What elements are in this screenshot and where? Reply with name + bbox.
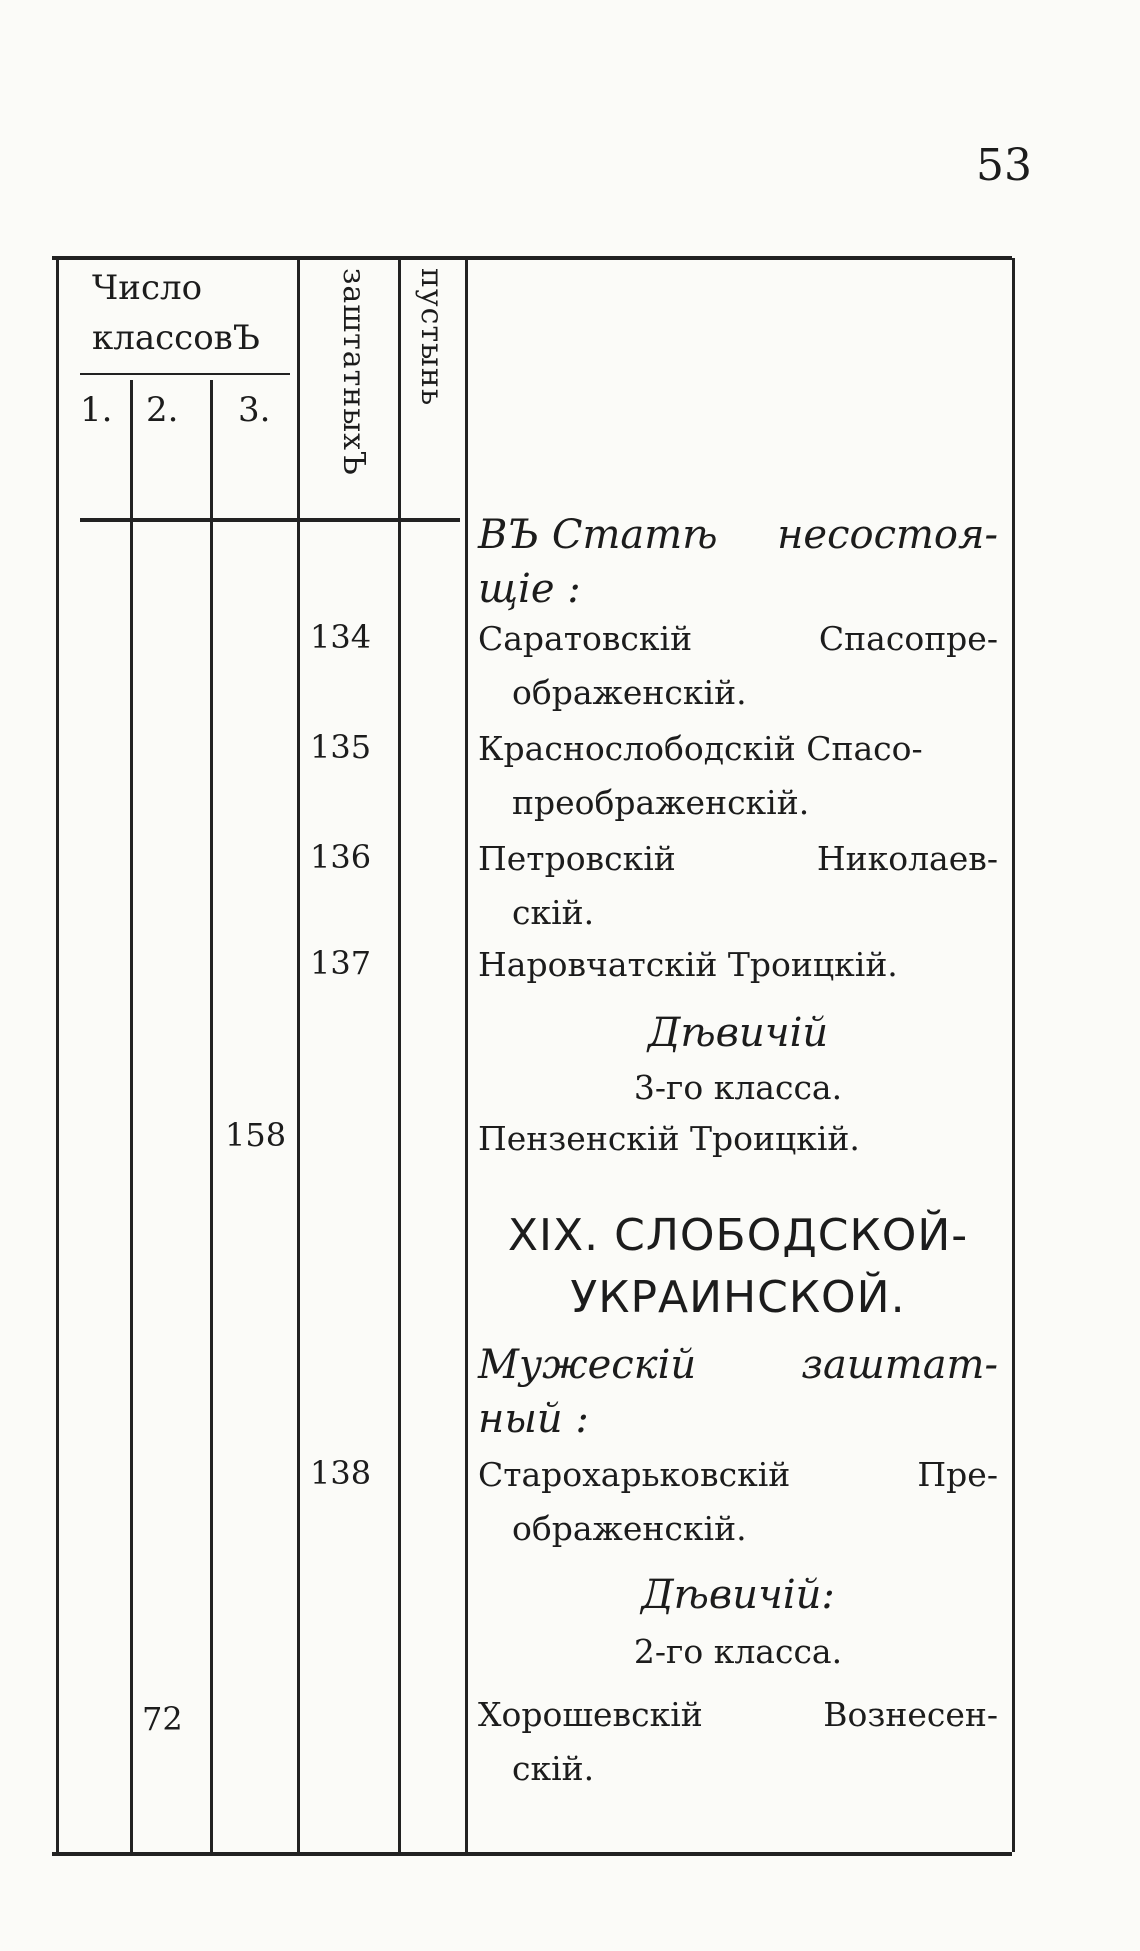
zashtat-number: 136 — [310, 838, 372, 876]
zashtat-number: 137 — [310, 944, 372, 982]
page-number: 53 — [976, 140, 1032, 191]
zashtat-header: заштатныхЪ — [336, 268, 371, 476]
pustyn-rule — [465, 258, 468, 1852]
entry-text: Мужескій — [478, 1342, 697, 1388]
section-label: Дѣвичій: — [641, 1572, 835, 1618]
entry-text-cont: ный : — [478, 1396, 589, 1442]
entry-text: Саратовскій — [478, 619, 693, 658]
entry-text: Наровчатскій Троицкій. — [478, 945, 898, 984]
entry-text: несостоя- — [777, 512, 998, 558]
entry-text: Краснослободскій Спасо- — [478, 729, 923, 768]
header-bottom-rule — [80, 518, 460, 522]
entry-text: заштат- — [801, 1342, 998, 1388]
table-left-rule — [56, 258, 59, 1852]
row-r5 — [478, 938, 998, 992]
entry-text: Вознесен- — [823, 1695, 998, 1734]
table-top-rule — [52, 256, 1012, 260]
class-col-1: 1. — [80, 390, 113, 430]
class1-rule — [130, 380, 133, 1852]
entry-text: Старохарьковскій — [478, 1455, 791, 1494]
entry-text: Петровскій — [478, 839, 676, 878]
row-r4 — [478, 832, 998, 940]
subsection-label: 3-го класса. — [633, 1068, 843, 1107]
class-subheader-rule — [80, 373, 290, 375]
entry-text-cont: скій. — [512, 1749, 595, 1788]
class3-number: 158 — [225, 1116, 287, 1154]
row-r1 — [478, 508, 998, 616]
pustyn-header: пустынь — [414, 268, 449, 407]
class-col-2: 2. — [146, 390, 179, 430]
section-label: Дѣвичій — [647, 1010, 829, 1056]
entry-text: ВЪ Статѣ — [478, 512, 718, 558]
class2-rule — [210, 380, 213, 1852]
entry-text-cont: щіе : — [478, 566, 581, 612]
entry-text-cont: скій. — [512, 893, 595, 932]
province-heading-cont: УКРАИНСКОЙ. — [570, 1272, 906, 1323]
row-r2 — [478, 612, 998, 720]
class2-number: 72 — [142, 1700, 183, 1738]
zashtat-number: 138 — [310, 1454, 372, 1492]
count-label: Число — [92, 268, 203, 308]
entry-text: Хорошевскій — [478, 1695, 703, 1734]
entry-text: Николаев- — [816, 839, 998, 878]
entry-text: Пре- — [917, 1455, 998, 1494]
table-bottom-rule — [52, 1852, 1012, 1856]
zashtat-number: 134 — [310, 618, 372, 656]
classes-label: классовЪ — [92, 318, 260, 358]
entry-text-cont: ображенскій. — [512, 673, 747, 712]
entry-text: Спасопре- — [818, 619, 998, 658]
row-r3 — [478, 722, 998, 830]
zashtat-number: 135 — [310, 728, 372, 766]
subsection-label: 2-го класса. — [633, 1632, 843, 1671]
class3-rule — [297, 258, 300, 1852]
row-r11 — [478, 1448, 998, 1556]
row-r8 — [478, 1112, 998, 1166]
zashtat-rule — [398, 258, 401, 1852]
entry-text-cont: преображенскій. — [512, 783, 810, 822]
row-r14 — [478, 1688, 998, 1796]
class-col-3: 3. — [238, 390, 271, 430]
entry-text: Пензенскій Троицкій. — [478, 1119, 860, 1158]
province-heading: XIX. СЛОБОДСКОЙ- — [507, 1210, 969, 1261]
row-r10 — [478, 1338, 998, 1446]
table-right-rule — [1012, 258, 1015, 1852]
entry-text-cont: ображенскій. — [512, 1509, 747, 1548]
